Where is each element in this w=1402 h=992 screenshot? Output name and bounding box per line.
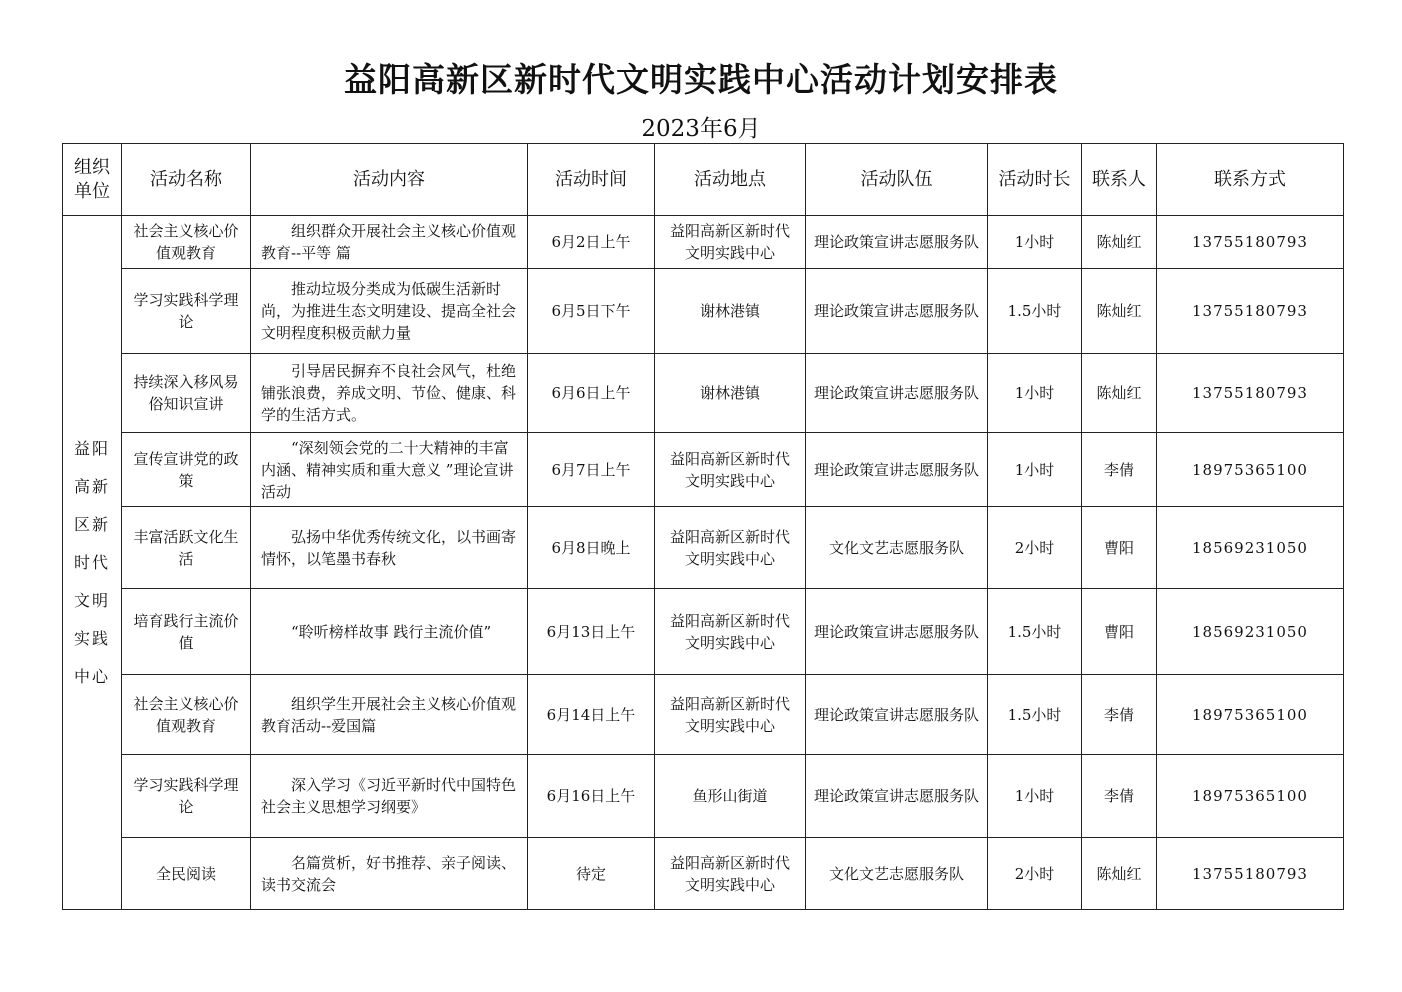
activity-content: “深刻领会党的二十大精神的丰富内涵、精神实质和重大意义 ”理论宣讲活动 (251, 433, 528, 507)
activity-content: 名篇赏析，好书推荐、亲子阅读、读书交流会 (251, 838, 528, 910)
header-activity-content: 活动内容 (251, 144, 528, 216)
contact-phone: 13755180793 (1157, 269, 1344, 354)
activity-name: 学习实践科学理论 (122, 269, 251, 354)
contact-person: 陈灿红 (1082, 354, 1157, 433)
activity-name: 全民阅读 (122, 838, 251, 910)
table-row (63, 269, 1344, 354)
activity-time: 6月8日晚上 (528, 507, 655, 589)
activity-time: 6月14日上午 (528, 675, 655, 755)
organizer-cell: 益阳高新区新时代文明实践中心 (63, 216, 122, 910)
activity-name: 宣传宣讲党的政策 (122, 433, 251, 507)
header-activity-place: 活动地点 (655, 144, 806, 216)
activity-content: 推动垃圾分类成为低碳生活新时尚，为推进生态文明建设、提高全社会文明程度积极贡献力量 (251, 269, 528, 354)
table-header-row (63, 144, 1344, 216)
activity-duration: 1小时 (988, 755, 1082, 838)
table-row (63, 354, 1344, 433)
activity-duration: 1.5小时 (988, 589, 1082, 675)
activity-name: 丰富活跃文化生活 (122, 507, 251, 589)
activity-time: 6月13日上午 (528, 589, 655, 675)
activity-content: 组织学生开展社会主义核心价值观教育活动--爱国篇 (251, 675, 528, 755)
activity-team: 文化文艺志愿服务队 (806, 838, 988, 910)
contact-person: 李倩 (1082, 433, 1157, 507)
activity-duration: 1小时 (988, 216, 1082, 269)
header-activity-duration: 活动时长 (988, 144, 1082, 216)
activity-name: 社会主义核心价值观教育 (122, 216, 251, 269)
table-row (63, 507, 1344, 589)
activity-time: 6月7日上午 (528, 433, 655, 507)
activity-time: 待定 (528, 838, 655, 910)
activity-place: 鱼形山街道 (655, 755, 806, 838)
contact-phone: 18975365100 (1157, 433, 1344, 507)
activity-place: 益阳高新区新时代文明实践中心 (655, 589, 806, 675)
activity-team: 理论政策宣讲志愿服务队 (806, 675, 988, 755)
activity-name: 持续深入移风易俗知识宣讲 (122, 354, 251, 433)
contact-person: 曹阳 (1082, 589, 1157, 675)
activity-name: 培育践行主流价值 (122, 589, 251, 675)
activity-content: 弘扬中华优秀传统文化，以书画寄情怀，以笔墨书春秋 (251, 507, 528, 589)
contact-phone: 18975365100 (1157, 675, 1344, 755)
header-activity-name: 活动名称 (122, 144, 251, 216)
activity-time: 6月16日上午 (528, 755, 655, 838)
activity-name: 社会主义核心价值观教育 (122, 675, 251, 755)
contact-person: 李倩 (1082, 675, 1157, 755)
activity-time: 6月2日上午 (528, 216, 655, 269)
activity-team: 理论政策宣讲志愿服务队 (806, 216, 988, 269)
table-row (63, 433, 1344, 507)
activity-place: 谢林港镇 (655, 269, 806, 354)
contact-person: 曹阳 (1082, 507, 1157, 589)
activity-duration: 2小时 (988, 838, 1082, 910)
contact-person: 李倩 (1082, 755, 1157, 838)
page-title: 益阳高新区新时代文明实践中心活动计划安排表 (344, 60, 1058, 99)
activity-name: 学习实践科学理论 (122, 755, 251, 838)
contact-phone: 18569231050 (1157, 589, 1344, 675)
activity-team: 理论政策宣讲志愿服务队 (806, 755, 988, 838)
activity-place: 益阳高新区新时代文明实践中心 (655, 216, 806, 269)
header-contact-person: 联系人 (1082, 144, 1157, 216)
activity-duration: 1小时 (988, 354, 1082, 433)
header-activity-time: 活动时间 (528, 144, 655, 216)
activity-place: 益阳高新区新时代文明实践中心 (655, 507, 806, 589)
contact-phone: 13755180793 (1157, 354, 1344, 433)
contact-phone: 18975365100 (1157, 755, 1344, 838)
page-subtitle: 2023年6月 (641, 116, 761, 142)
activity-content: “聆听榜样故事 践行主流价值” (251, 589, 528, 675)
activity-time: 6月6日上午 (528, 354, 655, 433)
header-activity-team: 活动队伍 (806, 144, 988, 216)
activity-team: 理论政策宣讲志愿服务队 (806, 589, 988, 675)
activity-duration: 2小时 (988, 507, 1082, 589)
activity-duration: 1.5小时 (988, 269, 1082, 354)
table-row (63, 755, 1344, 838)
activity-content: 引导居民摒弃不良社会风气，杜绝铺张浪费，养成文明、节俭、健康、科学的生活方式。 (251, 354, 528, 433)
contact-phone: 13755180793 (1157, 838, 1344, 910)
contact-person: 陈灿红 (1082, 216, 1157, 269)
activity-place: 益阳高新区新时代文明实践中心 (655, 433, 806, 507)
activity-plan-table (62, 143, 1344, 910)
activity-team: 文化文艺志愿服务队 (806, 507, 988, 589)
table-row (63, 675, 1344, 755)
table-row (63, 216, 1344, 269)
contact-phone: 18569231050 (1157, 507, 1344, 589)
contact-phone: 13755180793 (1157, 216, 1344, 269)
activity-team: 理论政策宣讲志愿服务队 (806, 269, 988, 354)
activity-place: 益阳高新区新时代文明实践中心 (655, 838, 806, 910)
activity-time: 6月5日下午 (528, 269, 655, 354)
activity-team: 理论政策宣讲志愿服务队 (806, 433, 988, 507)
activity-duration: 1.5小时 (988, 675, 1082, 755)
activity-content: 组织群众开展社会主义核心价值观教育--平等 篇 (251, 216, 528, 269)
contact-person: 陈灿红 (1082, 838, 1157, 910)
activity-team: 理论政策宣讲志愿服务队 (806, 354, 988, 433)
activity-place: 谢林港镇 (655, 354, 806, 433)
contact-person: 陈灿红 (1082, 269, 1157, 354)
header-org: 组织单位 (63, 144, 122, 216)
activity-place: 益阳高新区新时代文明实践中心 (655, 675, 806, 755)
table-row (63, 838, 1344, 910)
table-row (63, 589, 1344, 675)
header-contact-phone: 联系方式 (1157, 144, 1344, 216)
activity-duration: 1小时 (988, 433, 1082, 507)
activity-content: 深入学习《习近平新时代中国特色社会主义思想学习纲要》 (251, 755, 528, 838)
